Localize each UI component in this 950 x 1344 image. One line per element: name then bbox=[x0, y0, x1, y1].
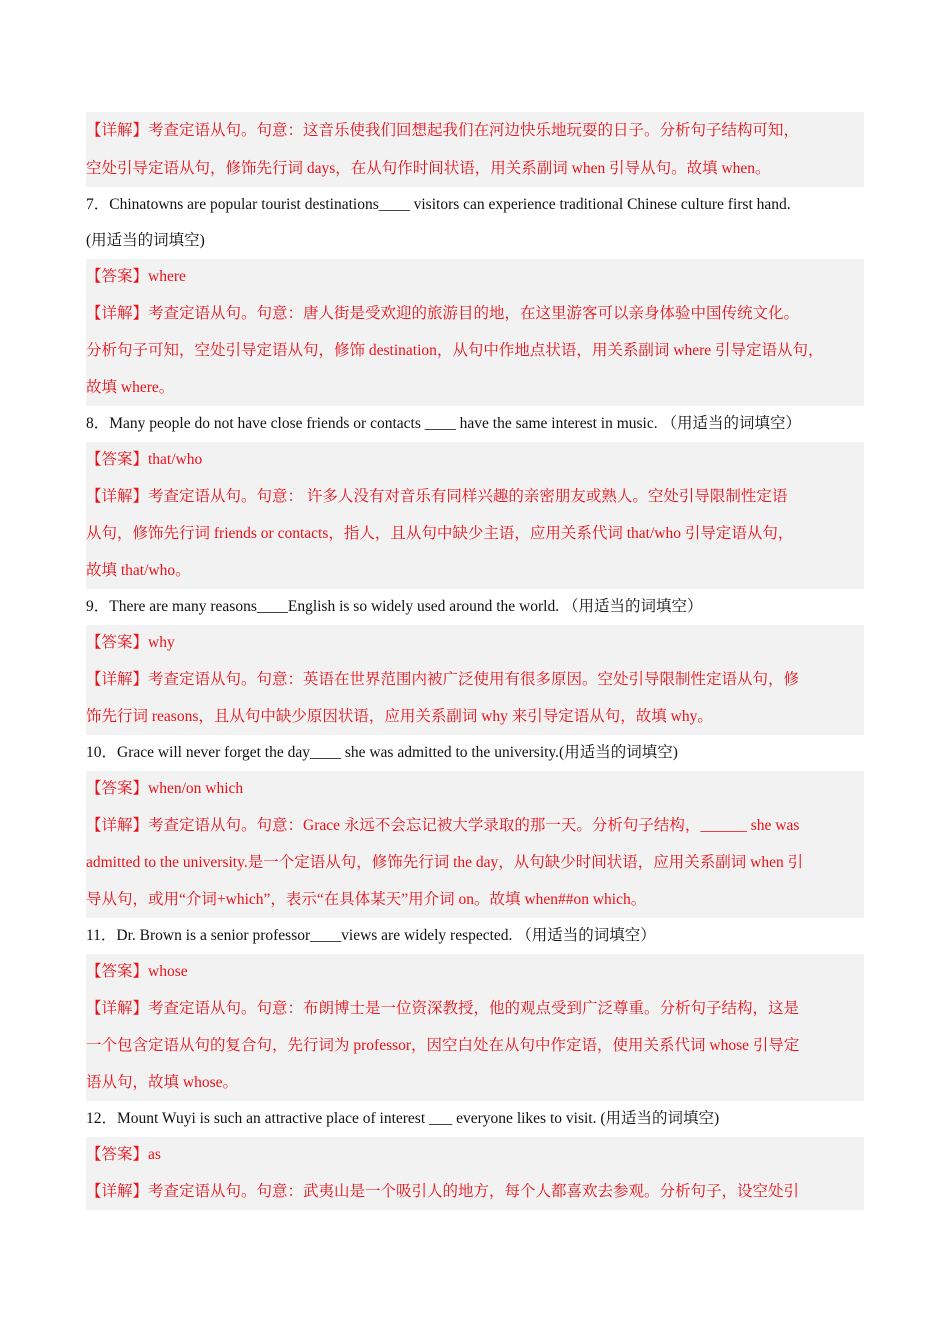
detail-line: 【详解】考查定语从句。句意： 许多人没有对音乐有同样兴趣的亲密朋友或熟人。空处引导限制性定语 bbox=[86, 488, 788, 505]
detail-line: 导从句，或用“介词+which”，表示“在具体某天”用介词 on。故填 when##on which。 bbox=[86, 891, 647, 908]
detail-line: 从句，修饰先行词 friends or contacts，指人，且从句中缺少主语，应用关系代词 that/who 引导定语从句， bbox=[86, 525, 794, 542]
document-page bbox=[86, 112, 864, 1210]
detail-line: 空处引导定语从句，修饰先行词 days，在从句作时间状语，用关系副词 when 引导从句。故填 when。 bbox=[86, 160, 771, 177]
detail-line: 故填 where。 bbox=[86, 379, 175, 396]
question-text: 9．There are many reasons____English is so widely used around the world. （用适当的词填空） bbox=[86, 598, 703, 615]
question-text: 11．Dr. Brown is a senior professor____views are widely respected. （用适当的词填空） bbox=[86, 927, 656, 944]
answer-line: 【答案】where bbox=[86, 268, 186, 285]
detail-line: 饰先行词 reasons，且从句中缺少原因状语，应用关系副词 why 来引导定语从句，故填 why。 bbox=[86, 708, 713, 725]
answer-block bbox=[86, 442, 864, 589]
question-text: 8．Many people do not have close friends or contacts ____ have the same interest in music. （用适当的词填空） bbox=[86, 415, 801, 432]
detail-line: admitted to the university.是一个定语从句，修饰先行词 the day，从句缺少时间状语，应用关系副词 when 引 bbox=[86, 854, 804, 871]
detail-line: 【详解】考查定语从句。句意：这音乐使我们回想起我们在河边快乐地玩耍的日子。分析句子结构可知， bbox=[86, 122, 800, 139]
detail-line: 分析句子可知，空处引导定语从句，修饰 destination，从句中作地点状语，用关系副词 where 引导定语从句， bbox=[86, 342, 824, 359]
question-text-continued: (用适当的词填空) bbox=[86, 232, 205, 249]
detail-line: 【详解】考查定语从句。句意：武夷山是一个吸引人的地方，每个人都喜欢去参观。分析句子，设空处引 bbox=[86, 1183, 800, 1200]
question-text: 10．Grace will never forget the day____ she was admitted to the university.(用适当的词填空) bbox=[86, 744, 678, 761]
answer-block bbox=[86, 625, 864, 735]
detail-line: 【详解】考查定语从句。句意：Grace 永远不会忘记被大学录取的那一天。分析句子结构，______ she was bbox=[86, 817, 800, 834]
answer-block bbox=[86, 259, 864, 406]
detail-line: 语从句，故填 whose。 bbox=[86, 1074, 238, 1091]
detail-line: 【详解】考查定语从句。句意：英语在世界范围内被广泛使用有很多原因。空处引导限制性定语从句，修 bbox=[86, 671, 800, 688]
answer-line: 【答案】as bbox=[86, 1146, 161, 1163]
question-text: 7．Chinatowns are popular tourist destinations____ visitors can experience traditional Chinese culture first hand. bbox=[86, 196, 791, 213]
detail-line: 故填 that/who。 bbox=[86, 562, 191, 579]
answer-block bbox=[86, 1137, 864, 1210]
detail-line: 一个包含定语从句的复合句，先行词为 professor，因空白处在从句中作定语，使用关系代词 whose 引导定 bbox=[86, 1037, 800, 1054]
answer-line: 【答案】whose bbox=[86, 963, 188, 980]
answer-block bbox=[86, 954, 864, 1101]
question-text: 12．Mount Wuyi is such an attractive place of interest ___ everyone likes to visit. (用适当的词填空) bbox=[86, 1110, 720, 1127]
answer-line: 【答案】when/on which bbox=[86, 780, 244, 797]
detail-block bbox=[86, 112, 864, 187]
answer-block bbox=[86, 771, 864, 918]
answer-line: 【答案】why bbox=[86, 634, 175, 651]
answer-line: 【答案】that/who bbox=[86, 451, 203, 468]
detail-line: 【详解】考查定语从句。句意：布朗博士是一位资深教授，他的观点受到广泛尊重。分析句子结构，这是 bbox=[86, 1000, 800, 1017]
detail-line: 【详解】考查定语从句。句意：唐人街是受欢迎的旅游目的地，在这里游客可以亲身体验中国传统文化。 bbox=[86, 305, 800, 322]
